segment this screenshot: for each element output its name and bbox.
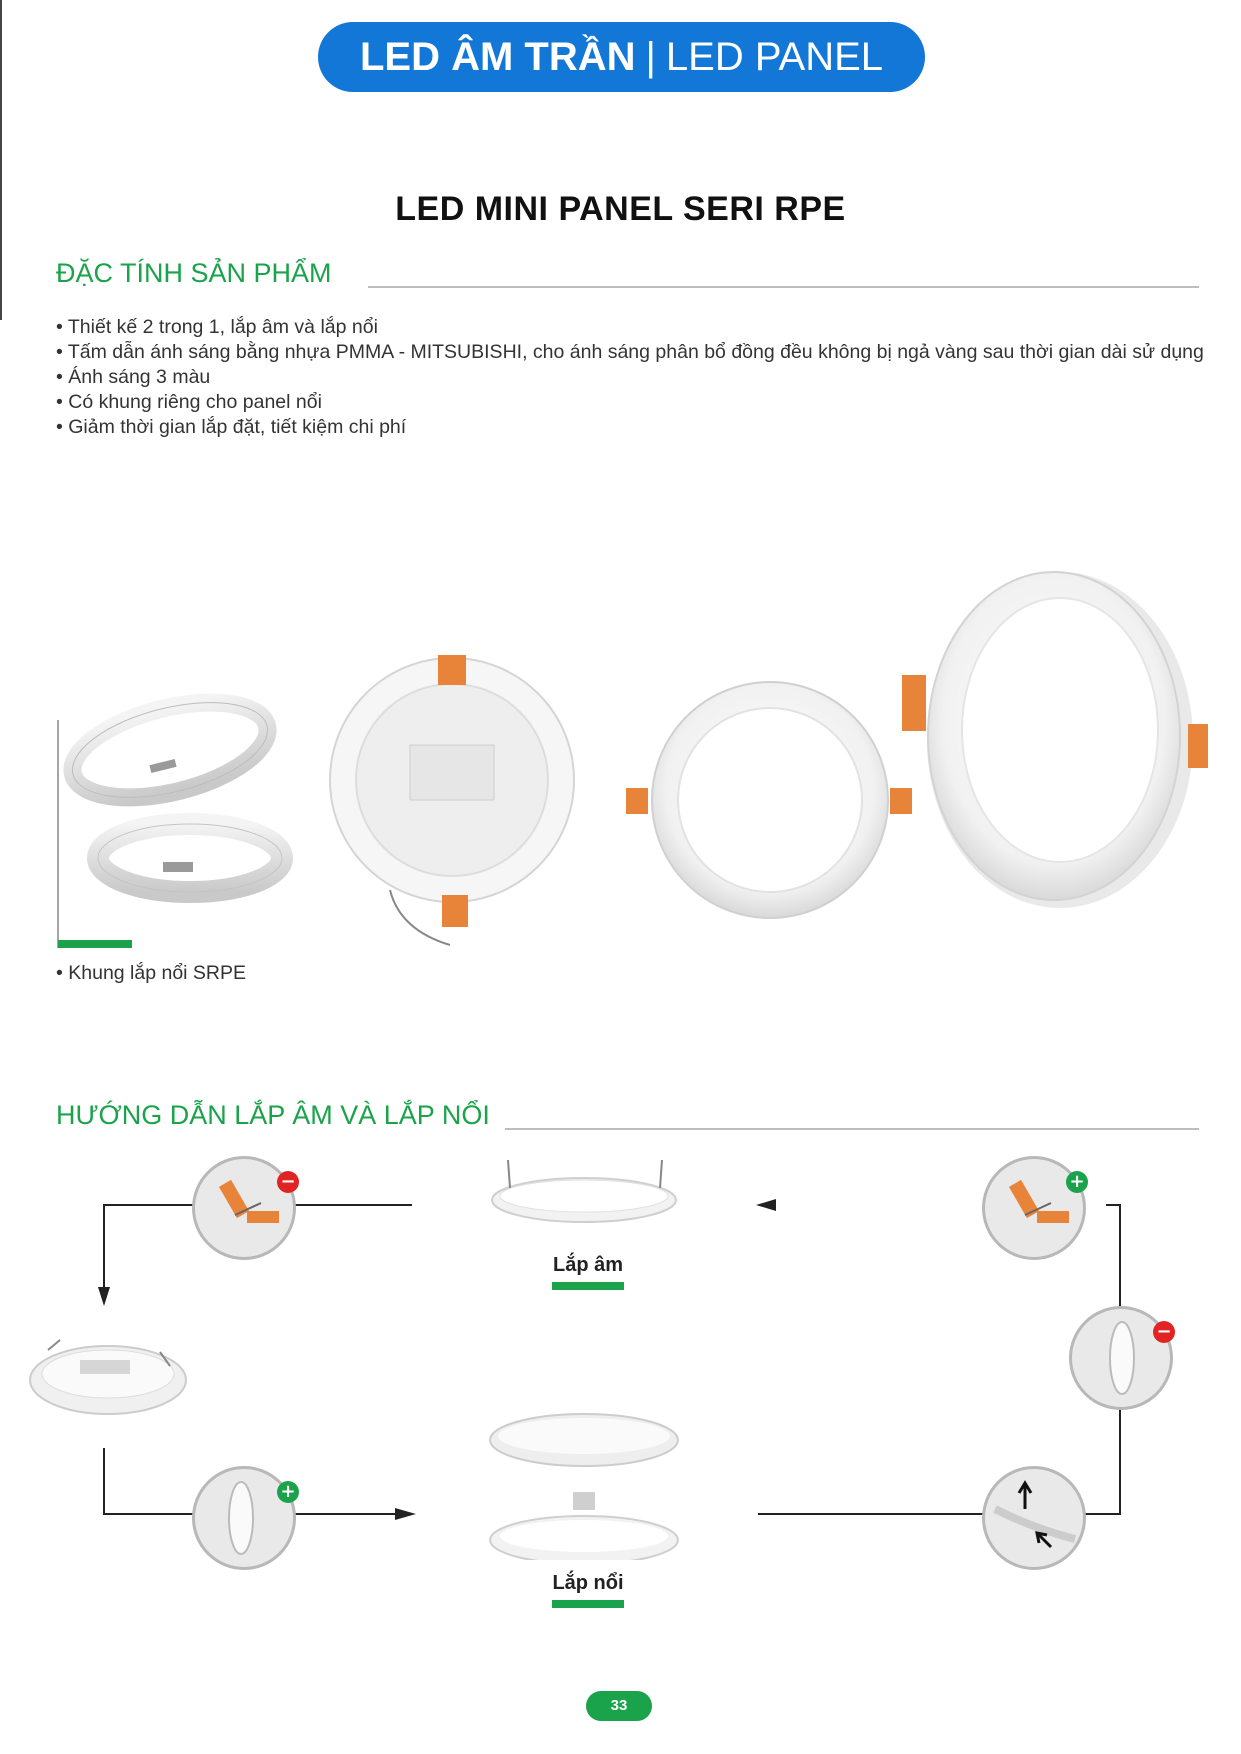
header-banner (318, 22, 925, 92)
surface-label: Lắp nổi (552, 1572, 624, 1594)
guide-heading: HƯỚNG DẪN LẮP ÂM VÀ LẮP NỔI (56, 1100, 490, 1130)
surface-assembly-image (490, 1414, 678, 1560)
feature-item: • Thiết kế 2 trong 1, lắp âm và lắp nổi (56, 316, 378, 338)
recessed-label-bar (552, 1282, 624, 1290)
left-margin-rule (0, 0, 2, 320)
surface-label-bar (552, 1600, 624, 1608)
surface-frame-image (63, 685, 282, 892)
header-title-bold: LED ÂM TRẦN (359, 34, 636, 79)
minus-icon: − (1153, 1321, 1175, 1343)
step-rotate-frame-circle (982, 1466, 1086, 1570)
product-photos (0, 540, 1241, 960)
feature-item: • Giảm thời gian lắp đặt, tiết kiệm chi phí (56, 416, 407, 438)
panel-front-small-image (626, 682, 912, 918)
minus-icon: − (277, 1171, 299, 1193)
plus-icon: + (1066, 1171, 1088, 1193)
feature-item: • Có khung riêng cho panel nổi (56, 391, 322, 413)
header-title-light: LED PANEL (665, 34, 884, 79)
page-number: 33 (586, 1691, 652, 1721)
features-heading-rule (368, 286, 1199, 288)
recessed-label: Lắp âm (552, 1254, 624, 1276)
features-list (56, 315, 1206, 440)
frame-caption: • Khung lắp nổi SRPE (56, 962, 247, 984)
panel-back-view-image (330, 655, 574, 945)
panel-large-tilted-image (902, 572, 1208, 908)
panel-removed-image (30, 1340, 186, 1414)
product-title: LED MINI PANEL SERI RPE (395, 190, 846, 228)
header-separator: | (645, 34, 656, 79)
frame-caption-bar (58, 940, 132, 948)
guide-heading-rule (505, 1128, 1199, 1130)
features-heading: ĐẶC TÍNH SẢN PHẨM (56, 258, 332, 288)
feature-item: • Tấm dẫn ánh sáng bằng nhựa PMMA - MITSUBISHI, cho ánh sáng phân bổ đồng đều không bị ngả vàng sau thời gian dài sử dụng (56, 341, 1204, 363)
feature-item: • Ánh sáng 3 màu (56, 366, 211, 388)
plus-icon: + (277, 1481, 299, 1503)
recessed-panel-image (492, 1160, 676, 1222)
